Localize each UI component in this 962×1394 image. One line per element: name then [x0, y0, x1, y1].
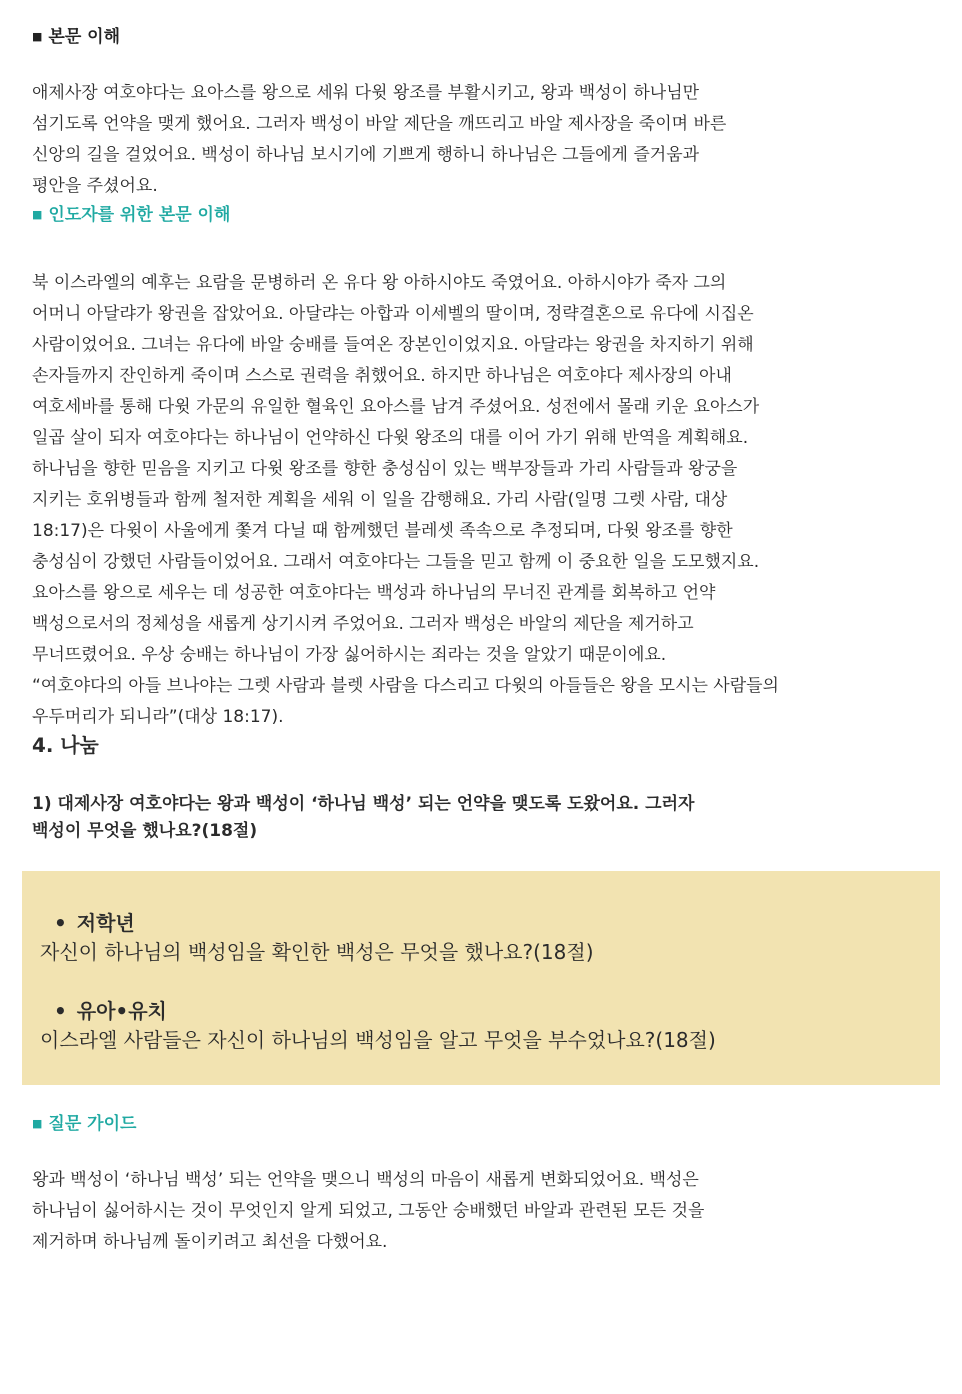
age-group-title-preschool [54, 997, 922, 1025]
age-group-label: 유아•유치 [76, 999, 167, 1023]
square-bullet-icon: ■ [32, 30, 43, 43]
sharing-heading: 4. 나눔 [32, 734, 99, 757]
section-heading-leader-guide [32, 202, 930, 228]
sharing-question: 1) 대제사장 여호야다는 왕과 백성이 ‘하나님 백성’ 되는 언약을 맺도록 도왔어요. 그러자 백성이 무엇을 했나요?(18절) [32, 794, 695, 841]
age-group-question: 자신이 하나님의 백성임을 확인한 백성은 무엇을 했나요?(18절) [40, 940, 594, 964]
age-group-question: 이스라엘 사람들은 자신이 하나님의 백성임을 알고 무엇을 부수었나요?(18절) [40, 1028, 716, 1052]
section-title: 질문 가이드 [48, 1114, 137, 1134]
leader-guide-paragraph: 북 이스라엘의 예후는 요람을 문병하러 온 유다 왕 아하시야도 죽였어요. 아하시야가 죽자 그의 어머니 아달랴가 왕권을 잡았어요. 아달랴는 아합과 이세벨의 딸이며, 정략결혼으로 유다에 시집온 사람이었어요. 그녀는 유다에 바알 숭배를 들여온 장본인이었지요. 아달랴는 왕권을 차지하기 위해 손자들까지 잔인하게 죽이며 스스로 권력을 취했어요. 하지만 하나님은 여호야다 제사장의 아내 여호세바를 통해 다윗 가문의 유일한 혈육인 요아스를 남겨 주셨어요. 성전에서 몰래 키운 요아스가 일곱 살이 되자 여호야다는 하나님이 언약하신 다윗 왕조의 대를 이어 가기 위해 반역을 계획해요. 하나님을 향한 믿음을 지키고 다윗 왕조를 향한 충성심이 있는 백부장들과 가리 사람들과 왕궁을 지키는 호위병들과 함께 철저한 계획을 세워 이 일을 감행해요. 가리 사람(일명 그렛 사람, 대상 18:17)은 다윗이 사울에게 쫓겨 다닐 때 함께했던 블레셋 족속으로 추정되며, 다윗 왕조를 향한 충성심이 강했던 사람들이었어요. 그래서 여호야다는 그들을 믿고 함께 이 중요한 일을 도모했지요. 요아스를 왕으로 세우는 데 성공한 여호야다는 백성과 하나님의 무너진 관계를 회복하고 언약 백성으로서의 정체성을 새롭게 상기시켜 주었어요. 그러자 백성은 바알의 제단을 제거하고 무너뜨렸어요. 우상 숭배는 하나님이 가장 싫어하시는 죄라는 것을 알았기 때문이에요. [32, 273, 760, 665]
age-group-label: 저학년 [76, 911, 135, 935]
section-heading-question-guide [32, 1111, 930, 1137]
age-group-title-lower-grade [54, 909, 922, 937]
square-bullet-icon: ■ [32, 1117, 43, 1130]
section-body-paragraph: 애제사장 여호야다는 요아스를 왕으로 세워 다윗 왕조를 부활시키고, 왕과 백성이 하나님만 섬기도록 언약을 맺게 했어요. 그러자 백성이 바알 제단을 깨뜨리고 바알 제사장을 죽이며 바른 신앙의 길을 걸었어요. 백성이 하나님 보시기에 기쁘게 행하니 하나님은 그들에게 즐거움과 평안을 주셨어요. [32, 83, 727, 196]
section-heading-text-understanding [32, 24, 930, 50]
bullet-dot-icon: • [54, 999, 67, 1023]
section-title: 인도자를 위한 본문 이해 [48, 205, 231, 225]
scripture-quote: “여호야다의 아들 브나야는 그렛 사람과 블렛 사람을 다스리고 다윗의 아들들은 왕을 모시는 사람들의 우두머리가 되니라”(대상 18:17). [32, 676, 779, 727]
bullet-dot-icon: • [54, 911, 67, 935]
square-bullet-icon: ■ [32, 208, 43, 221]
section-title: 본문 이해 [48, 27, 121, 47]
age-group-question-box [22, 871, 940, 1085]
question-guide-paragraph: 왕과 백성이 ‘하나님 백성’ 되는 언약을 맺으니 백성의 마음이 새롭게 변화되었어요. 백성은 하나님이 싫어하시는 것이 무엇인지 알게 되었고, 그동안 숭배했던 바알과 관련된 모든 것을 제거하며 하나님께 돌이키려고 최선을 다했어요. [32, 1170, 705, 1252]
